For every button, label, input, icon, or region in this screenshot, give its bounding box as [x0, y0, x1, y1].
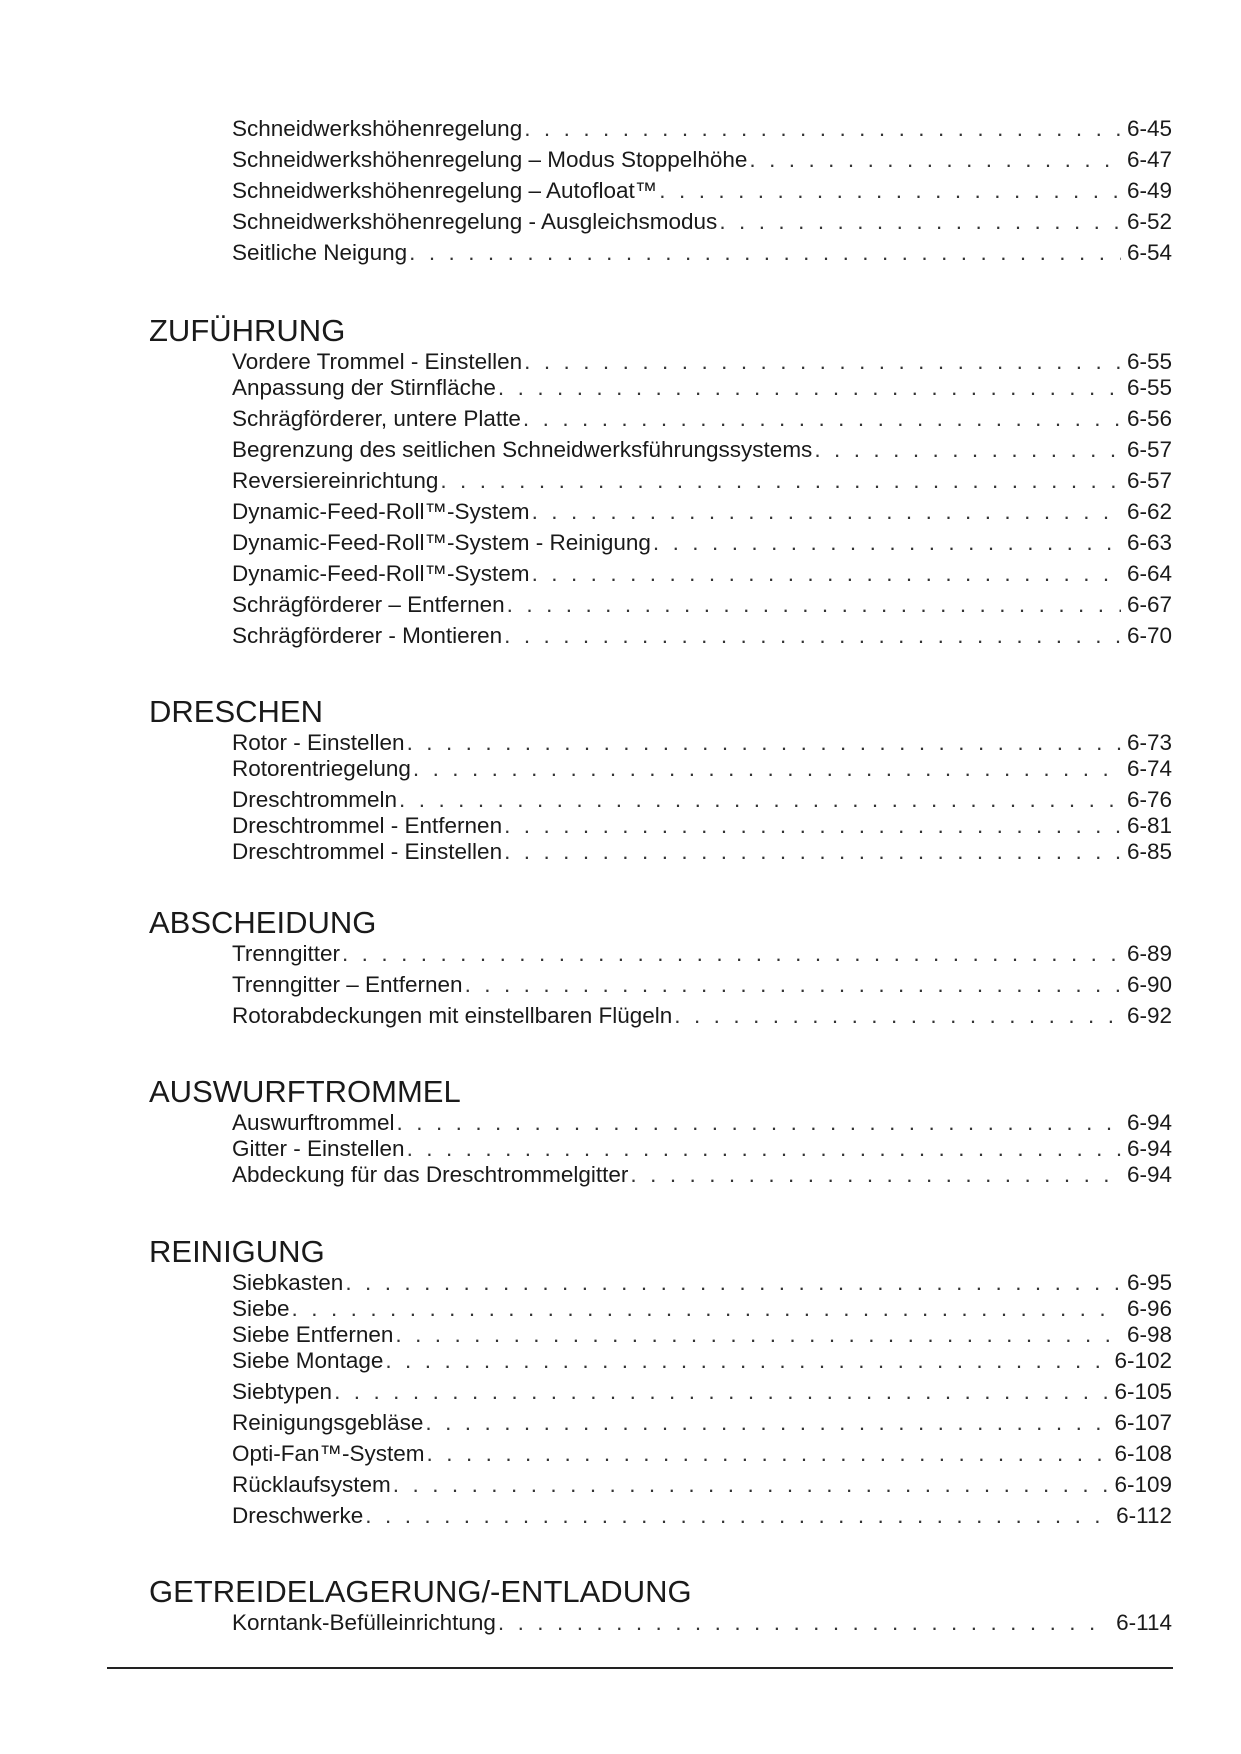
section-heading: AUSWURFTROMMEL [149, 1074, 461, 1109]
toc-entry[interactable] [232, 1161, 1172, 1189]
toc-entry[interactable] [232, 1135, 1172, 1163]
toc-entry-label: Korntank-Befülleinrichtung [232, 1610, 496, 1635]
toc-entry[interactable] [232, 1295, 1172, 1323]
toc-entry-label: Schneidwerkshöhenregelung – Modus Stoppelhöhe [232, 147, 748, 172]
toc-entry-page: 6-52 [1126, 209, 1172, 234]
toc-entry-page: 6-57 [1126, 437, 1172, 462]
leader-dots [393, 1471, 1109, 1499]
leader-dots [630, 1161, 1121, 1189]
leader-dots [345, 1269, 1121, 1297]
toc-entry[interactable] [232, 591, 1172, 619]
toc-entry-label: Schrägförderer - Montieren [232, 623, 503, 648]
toc-entry[interactable] [232, 786, 1172, 814]
toc-entry-label: Rotorabdeckungen mit einstellbaren Flügeln [232, 1003, 673, 1028]
toc-entry[interactable] [232, 498, 1172, 526]
toc-entry-page: 6-94 [1126, 1110, 1172, 1135]
toc-entry-label: Rücklaufsystem [232, 1472, 391, 1497]
toc-entry-page: 6-67 [1126, 592, 1172, 617]
toc-entry[interactable] [232, 940, 1172, 968]
toc-entry-page: 6-56 [1126, 406, 1172, 431]
leader-dots [395, 1321, 1121, 1349]
toc-entry-page: 6-64 [1126, 561, 1172, 586]
toc-entry-label: Siebe Entfernen [232, 1322, 394, 1347]
leader-dots [413, 755, 1121, 783]
toc-entry[interactable] [232, 1002, 1172, 1030]
toc-entry-label: Dreschtrommel - Einstellen [232, 839, 503, 864]
toc-entry[interactable] [232, 436, 1172, 464]
leader-dots [407, 1135, 1121, 1163]
toc-entry-page: 6-57 [1126, 468, 1172, 493]
toc-entry[interactable] [232, 529, 1172, 557]
toc-entry-label: Siebkasten [232, 1270, 344, 1295]
toc-entry-label: Vordere Trommel - Einstellen [232, 349, 523, 374]
toc-entry-label: Opti-Fan™-System [232, 1441, 425, 1466]
toc-entry-page: 6-63 [1126, 530, 1172, 555]
toc-entry[interactable] [232, 1440, 1172, 1468]
toc-entry-page: 6-62 [1126, 499, 1172, 524]
leader-dots [397, 1109, 1121, 1137]
leader-dots [498, 1609, 1110, 1637]
toc-entry[interactable] [232, 348, 1172, 376]
toc-entry[interactable] [232, 467, 1172, 495]
toc-entry-page: 6-96 [1126, 1296, 1172, 1321]
toc-entry-page: 6-114 [1116, 1610, 1172, 1635]
toc-entry[interactable] [232, 1347, 1172, 1375]
toc-entry-label: Schrägförderer – Entfernen [232, 592, 505, 617]
leader-dots [407, 729, 1121, 757]
toc-entry[interactable] [232, 146, 1172, 174]
toc-entry-page: 6-102 [1114, 1348, 1172, 1373]
toc-entry-label: Auswurftrommel [232, 1110, 395, 1135]
leader-dots [385, 1347, 1108, 1375]
toc-entry-label: Dynamic-Feed-Roll™-System [232, 561, 530, 586]
leader-dots [334, 1378, 1108, 1406]
toc-entry-page: 6-74 [1126, 756, 1172, 781]
toc-entry[interactable] [232, 177, 1172, 205]
toc-entry-label: Dynamic-Feed-Roll™-System - Reinigung [232, 530, 651, 555]
leader-dots [425, 1409, 1108, 1437]
leader-dots [365, 1502, 1110, 1530]
toc-entry-label: Dreschtrommeln [232, 787, 398, 812]
toc-entry-page: 6-85 [1126, 839, 1172, 864]
toc-entry-page: 6-55 [1126, 349, 1172, 374]
leader-dots [440, 467, 1121, 495]
toc-entry-label: Reinigungsgebläse [232, 1410, 424, 1435]
leader-dots [292, 1295, 1121, 1323]
leader-dots [498, 374, 1121, 402]
toc-entry[interactable] [232, 812, 1172, 840]
toc-entry[interactable] [232, 560, 1172, 588]
toc-entry-label: Anpassung der Stirnfläche [232, 375, 496, 400]
leader-dots [523, 405, 1121, 433]
toc-entry-page: 6-76 [1126, 787, 1172, 812]
leader-dots [524, 115, 1121, 143]
toc-entry-page: 6-98 [1126, 1322, 1172, 1347]
toc-entry-label: Rotorentriegelung [232, 756, 411, 781]
leader-dots [653, 529, 1121, 557]
toc-entry[interactable] [232, 1109, 1172, 1137]
toc-entry[interactable] [232, 971, 1172, 999]
leader-dots [674, 1002, 1121, 1030]
toc-entry-page: 6-92 [1126, 1003, 1172, 1028]
toc-entry-label: Rotor - Einstellen [232, 730, 405, 755]
toc-entry-label: Siebe [232, 1296, 290, 1321]
leader-dots [504, 812, 1121, 840]
leader-dots [504, 622, 1121, 650]
toc-entry[interactable] [232, 374, 1172, 402]
toc-entry-label: Dreschtrommel - Entfernen [232, 813, 503, 838]
toc-entry[interactable] [232, 239, 1172, 267]
toc-entry-label: Schneidwerkshöhenregelung - Ausgleichsmodus [232, 209, 718, 234]
leader-dots [532, 560, 1121, 588]
section-heading: GETREIDELAGERUNG/-ENTLADUNG [149, 1574, 692, 1609]
toc-entry-page: 6-90 [1126, 972, 1172, 997]
toc-entry[interactable] [232, 622, 1172, 650]
footer-divider [107, 1667, 1173, 1669]
toc-entry-page: 6-47 [1126, 147, 1172, 172]
leader-dots [719, 208, 1121, 236]
leader-dots [399, 786, 1121, 814]
leader-dots [427, 1440, 1109, 1468]
toc-entry-label: Reversiereinrichtung [232, 468, 439, 493]
toc-entry-label: Siebtypen [232, 1379, 333, 1404]
toc-entry-page: 6-107 [1114, 1410, 1172, 1435]
toc-entry-label: Begrenzung des seitlichen Schneidwerksführungssystems [232, 437, 813, 462]
toc-entry-page: 6-94 [1126, 1136, 1172, 1161]
toc-entry[interactable] [232, 755, 1172, 783]
toc-entry[interactable] [232, 1471, 1172, 1499]
toc-entry[interactable] [232, 1269, 1172, 1297]
toc-entry-page: 6-112 [1116, 1503, 1172, 1528]
leader-dots [749, 146, 1121, 174]
section-heading: REINIGUNG [149, 1234, 325, 1269]
toc-entry-label: Schneidwerkshöhenregelung – Autofloat™ [232, 178, 658, 203]
toc-entry-label: Dynamic-Feed-Roll™-System [232, 499, 530, 524]
section-heading: DRESCHEN [149, 694, 323, 729]
leader-dots [504, 838, 1121, 866]
leader-dots [507, 591, 1121, 619]
toc-entry-label: Gitter - Einstellen [232, 1136, 405, 1161]
toc-entry-page: 6-109 [1114, 1472, 1172, 1497]
toc-entry-page: 6-89 [1126, 941, 1172, 966]
toc-entry-label: Siebe Montage [232, 1348, 384, 1373]
toc-entry-label: Dreschwerke [232, 1503, 364, 1528]
toc-entry-page: 6-73 [1126, 730, 1172, 755]
toc-entry-page: 6-108 [1114, 1441, 1172, 1466]
toc-entry-page: 6-81 [1126, 813, 1172, 838]
toc-entry-label: Schneidwerkshöhenregelung [232, 116, 523, 141]
toc-entry-label: Trenngitter [232, 941, 340, 966]
toc-entry[interactable] [232, 115, 1172, 143]
toc-entry[interactable] [232, 838, 1172, 866]
toc-entry-page: 6-70 [1126, 623, 1172, 648]
toc-entry-label: Abdeckung für das Dreschtrommelgitter [232, 1162, 629, 1187]
toc-entry-page: 6-105 [1114, 1379, 1172, 1404]
toc-entry-page: 6-94 [1126, 1162, 1172, 1187]
leader-dots [814, 436, 1121, 464]
toc-entry-page: 6-95 [1126, 1270, 1172, 1295]
toc-entry-page: 6-54 [1126, 240, 1172, 265]
toc-entry[interactable] [232, 1378, 1172, 1406]
toc-entry-page: 6-45 [1126, 116, 1172, 141]
leader-dots [342, 940, 1121, 968]
leader-dots [532, 498, 1121, 526]
toc-entry-label: Schrägförderer, untere Platte [232, 406, 521, 431]
toc-entry[interactable] [232, 405, 1172, 433]
toc-entry-label: Trenngitter – Entfernen [232, 972, 463, 997]
toc-entry[interactable] [232, 1502, 1172, 1530]
leader-dots [659, 177, 1121, 205]
toc-entry-page: 6-55 [1126, 375, 1172, 400]
toc-entry[interactable] [232, 1321, 1172, 1349]
toc-entry[interactable] [232, 1409, 1172, 1437]
toc-entry-label: Seitliche Neigung [232, 240, 408, 265]
leader-dots [524, 348, 1121, 376]
toc-entry-page: 6-49 [1126, 178, 1172, 203]
leader-dots [409, 239, 1121, 267]
section-heading: ZUFÜHRUNG [149, 313, 346, 348]
section-heading: ABSCHEIDUNG [149, 905, 377, 940]
toc-entry[interactable] [232, 208, 1172, 236]
toc-entry[interactable] [232, 1609, 1172, 1637]
leader-dots [465, 971, 1121, 999]
toc-entry[interactable] [232, 729, 1172, 757]
